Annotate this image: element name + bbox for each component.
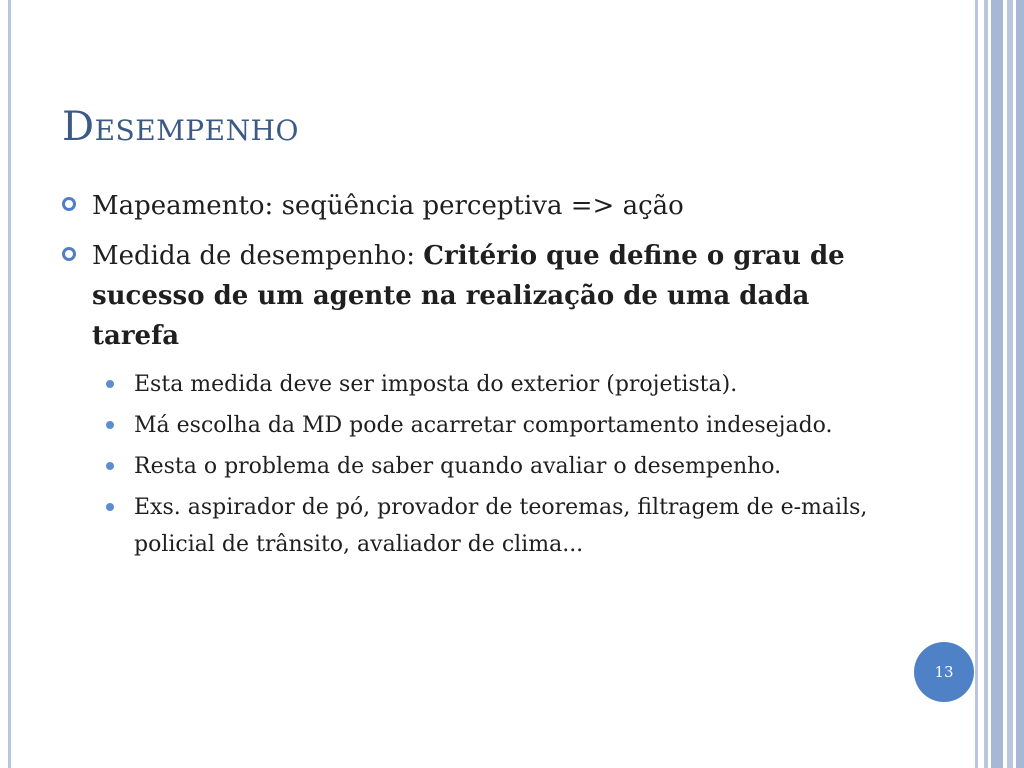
right-frame-bar <box>975 0 978 768</box>
bullet-bold-text: Critério que define o grau de sucesso de um agente na realização de uma dada tarefa <box>92 241 845 351</box>
sub-bullet-text: Má escolha da MD pode acarretar comportamento indesejado. <box>134 413 833 438</box>
ring-bullet-icon <box>62 197 76 211</box>
page-number-badge: 13 <box>914 642 974 702</box>
bullet-text: Medida de desempenho: <box>92 241 424 271</box>
sub-bullet-item <box>62 448 892 485</box>
sub-bullet-text: Esta medida deve ser imposta do exterior (projetista). <box>134 372 738 397</box>
right-frame-bar <box>984 0 988 768</box>
right-frame-bar <box>1016 0 1024 768</box>
bullet-item <box>62 236 892 356</box>
dot-bullet-icon <box>106 421 114 429</box>
bullet-text: Mapeamento: seqüência perceptiva => ação <box>92 191 684 221</box>
sub-bullet-item <box>62 407 892 444</box>
dot-bullet-icon <box>106 503 114 511</box>
sub-bullet-item <box>62 489 892 563</box>
left-frame-line <box>8 0 11 768</box>
right-frame-bar <box>1007 0 1013 768</box>
right-frame-bar <box>991 0 1003 768</box>
slide-content <box>62 186 892 567</box>
sub-bullet-item <box>62 366 892 403</box>
sub-bullet-text: Exs. aspirador de pó, provador de teoremas, filtragem de e-mails, policial de trânsito, avaliador de clima... <box>134 495 868 557</box>
sub-bullet-text: Resta o problema de saber quando avaliar o desempenho. <box>134 454 782 479</box>
dot-bullet-icon <box>106 462 114 470</box>
slide-title: Desempenho <box>62 104 299 150</box>
dot-bullet-icon <box>106 380 114 388</box>
ring-bullet-icon <box>62 247 76 261</box>
bullet-item <box>62 186 892 226</box>
